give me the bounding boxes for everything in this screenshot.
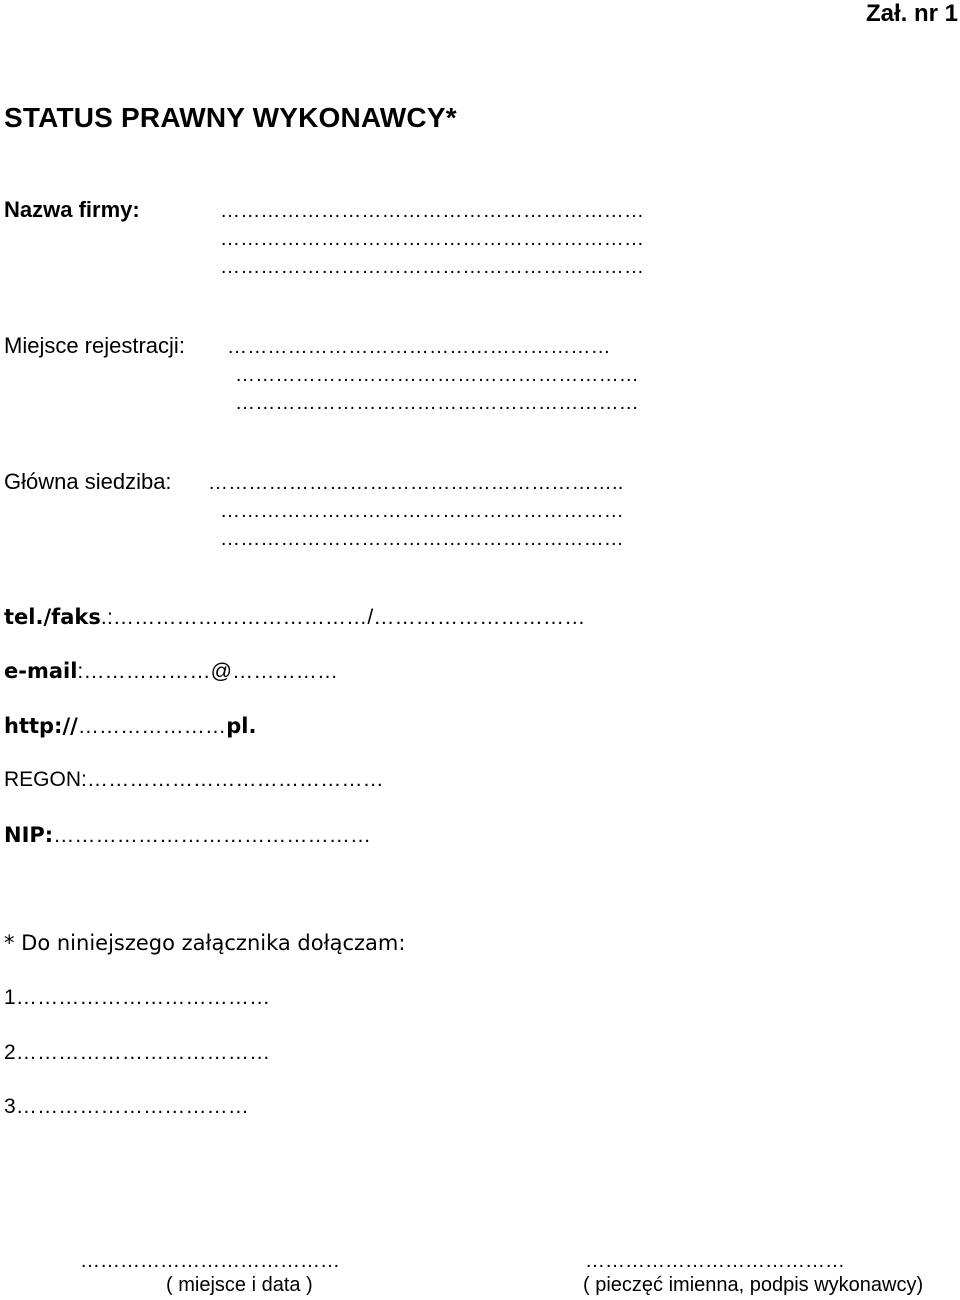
attachment-item-2: 2……………………………… xyxy=(4,1041,271,1064)
nip-row xyxy=(4,823,371,848)
attachment-number: Zał. nr 1 xyxy=(865,0,958,27)
registration-place-line-3: …………………………………………………… xyxy=(235,392,639,414)
registration-place-label: Miejsce rejestracji: xyxy=(4,333,185,358)
website-suffix: pl. xyxy=(226,714,257,738)
phone-fax-row xyxy=(4,605,585,630)
attachments-intro: * Do niniejszego załącznika dołączam: xyxy=(4,931,406,955)
headquarters-line-3: …………………………………………………… xyxy=(220,528,624,550)
website-row xyxy=(4,714,256,739)
headquarters-line-1: …………………………………………………….. xyxy=(208,472,624,494)
nip-label: NIP: xyxy=(4,823,54,847)
email-value: :………………@…………… xyxy=(77,660,339,683)
regon-value: :…………………………………… xyxy=(81,768,384,791)
company-name-line-3: ……………………………………………………… xyxy=(220,256,645,278)
email-row xyxy=(4,659,338,684)
phone-fax-value: .:………………………………/………………………… xyxy=(100,606,586,629)
place-date-dots: ………………………………… xyxy=(80,1250,340,1272)
attachment-item-3: 3…………………………… xyxy=(4,1095,250,1118)
regon-row xyxy=(4,768,384,792)
phone-fax-label: tel./faks xyxy=(4,605,101,629)
headquarters-label: Główna siedziba: xyxy=(4,469,172,494)
signature-dots: ………………………………… xyxy=(585,1250,845,1272)
website-dots: ………………… xyxy=(77,715,227,738)
signature-caption: ( pieczęć imienna, podpis wykonawcy) xyxy=(583,1274,924,1296)
company-name-line-2: ……………………………………………………… xyxy=(220,228,645,250)
email-label: e-mail xyxy=(4,659,78,683)
document-title: STATUS PRAWNY WYKONAWCY* xyxy=(4,102,457,133)
company-name-label: Nazwa firmy: xyxy=(4,197,140,222)
headquarters-line-2: …………………………………………………… xyxy=(220,500,624,522)
registration-place-line-1: ………………………………………………… xyxy=(227,336,611,358)
regon-label: REGON xyxy=(4,768,82,791)
nip-value: ……………………………………… xyxy=(53,824,372,847)
company-name-line-1: ……………………………………………………… xyxy=(220,200,645,222)
website-label: http:// xyxy=(4,714,78,738)
registration-place-line-2: …………………………………………………… xyxy=(235,364,639,386)
attachment-item-1: 1……………………………… xyxy=(4,986,271,1009)
place-date-caption: ( miejsce i data ) xyxy=(166,1274,313,1296)
